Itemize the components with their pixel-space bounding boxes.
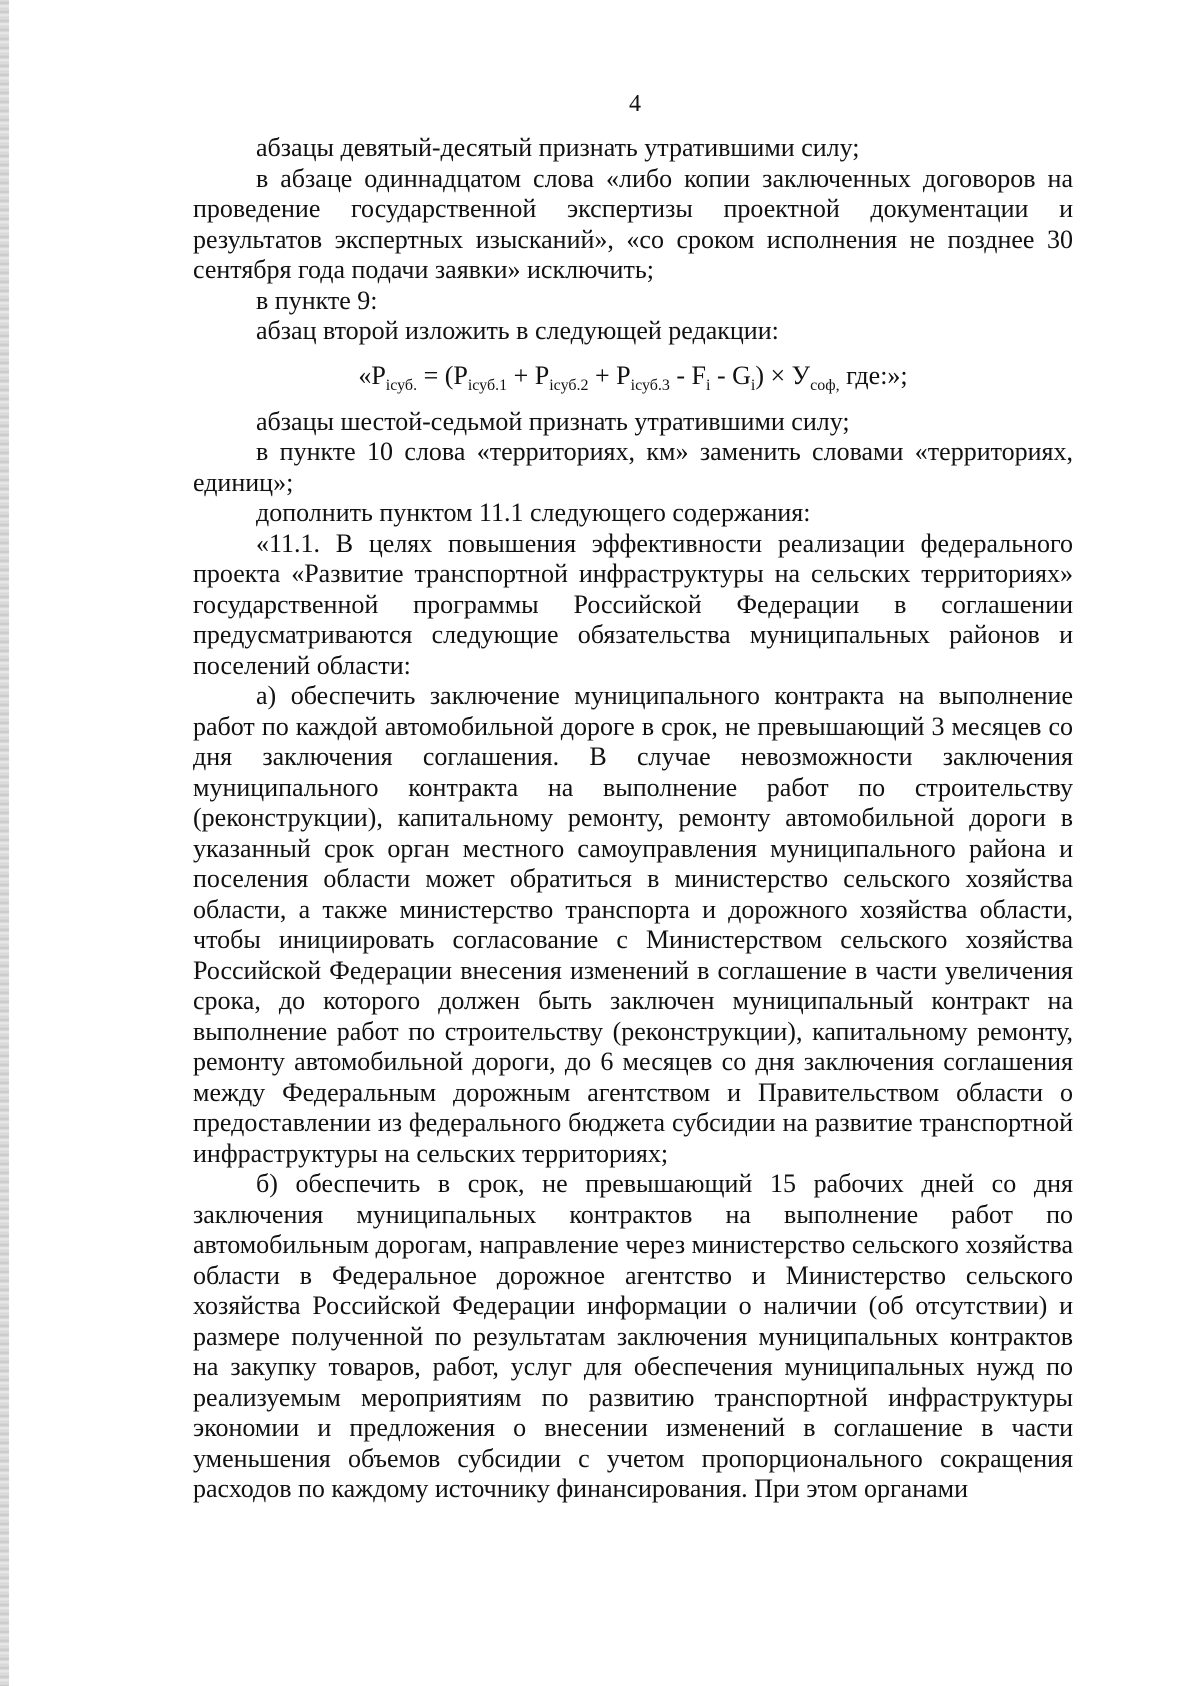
formula-subscript: соф, (810, 376, 840, 394)
paragraph: в пункте 10 слова «территориях, км» заменить словами «территориях, единиц»; (193, 437, 1073, 497)
paragraph: абзац второй изложить в следующей редакции: (256, 316, 779, 345)
formula-part: + P (507, 360, 550, 390)
formula-part: - G (710, 360, 751, 390)
formula-part: = (P (417, 360, 468, 390)
formula-subscript: iсуб.3 (630, 376, 670, 394)
paragraph: дополнить пунктом 11.1 следующего содержания: (256, 498, 811, 527)
paragraph: а) обеспечить заключение муниципального контракта на выполнение работ по каждой автомобильной дороге в срок, не превышающий 3 месяцев со дня заключения соглашения. В случае невозможности заключения муниципального контракта на выполнение работ по строительству (реконструкции), капитальному ремонту, ремонту автомобильной дороги в указанный срок орган местного самоуправления муниципального района и поселения области может обратиться в министерство сельского хозяйства области, а также министерство транспорта и дорожного хозяйства области, чтобы инициировать согласование с Министерством сельского хозяйства Российской Федерации внесения изменений в соглашение в части увеличения срока, до которого должен быть заключен муниципальный контракт на выполнение работ по строительству (реконструкции), капитальному ремонту, ремонту автомобильной дороги, до 6 месяцев со дня заключения соглашения между Федеральным дорожным агентством и Правительством области о предоставлении из федерального бюджета субсидии на развитие транспортной инфраструктуры на сельских территориях; (193, 681, 1073, 1168)
formula-part: + P (588, 360, 631, 390)
scan-edge (0, 0, 9, 1686)
formula-subscript: i (706, 376, 711, 394)
formula-subscript: iсуб.2 (549, 376, 589, 394)
formula-part: ) × У (755, 360, 811, 390)
paragraph: б) обеспечить в срок, не превышающий 15 рабочих дней со дня заключения муниципальных контрактов на выполнение работ по автомобильным дорогам, направление через министерство сельского хозяйства области в Федеральное дорожное агентство и Министерство сельского хозяйства Российской Федерации информации о наличии (об отсутствии) и размере полученной по результатам заключения муниципальных контрактов на закупку товаров, работ, услуг для обеспечения муниципальных нужд по реализуемым мероприятиям по развитию транспортной инфраструктуры экономии и предложения о внесении изменений в соглашение в части уменьшения объемов субсидии с учетом пропорционального сокращения расходов по каждому источнику финансирования. При этом органами (193, 1169, 1073, 1503)
paragraph: абзацы девятый-десятый признать утратившими силу; (256, 133, 860, 162)
document-body (193, 133, 1073, 1505)
formula-part: - F (669, 360, 707, 390)
formula-subscript: iсуб. (385, 376, 418, 394)
paragraph: в пункте 9: (256, 285, 378, 315)
formula-subscript: iсуб.1 (467, 376, 508, 394)
subsidy-formula (193, 347, 1073, 407)
formula-part: «P (358, 360, 386, 390)
paragraph: в абзаце одиннадцатом слова «либо копии заключенных договоров на проведение государственной экспертизы проектной документации и результатов экспертных изысканий», «со сроком исполнения не позднее 30 сентября года подачи заявки» исключить; (193, 163, 1073, 284)
formula-subscript: i (750, 376, 756, 394)
page-number: 4 (629, 91, 641, 117)
formula-part: где:»; (839, 360, 908, 390)
paragraph: «11.1. В целях повышения эффективности реализации федерального проекта «Развитие транспортной инфраструктуры на сельских территориях» государственной программы Российской Федерации в соглашении предусматриваются следующие обязательства муниципальных районов и поселений области: (193, 528, 1073, 680)
paragraph: абзацы шестой-седьмой признать утратившими силу; (256, 406, 850, 436)
